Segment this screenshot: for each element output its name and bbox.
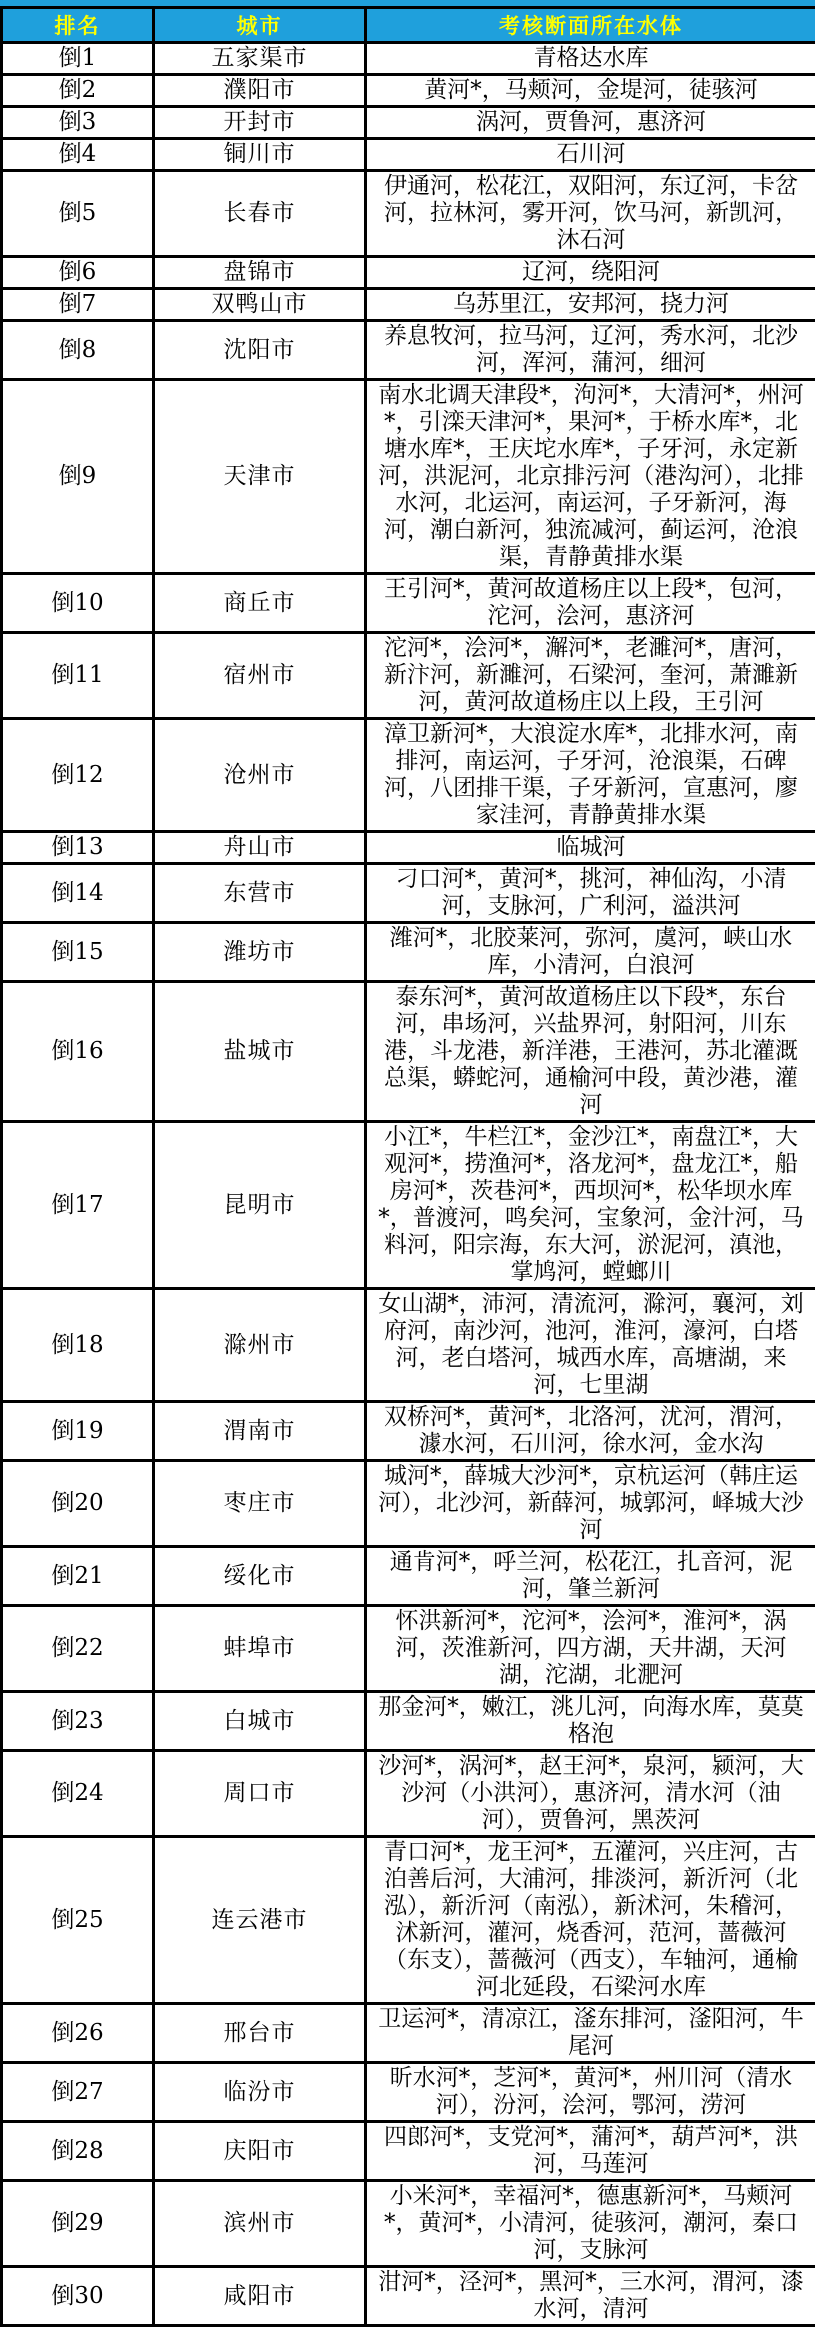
water-cell: 养息牧河，拉马河，辽河，秀水河，北沙河，浑河，蒲河，细河	[366, 321, 815, 380]
table-row	[2, 43, 815, 75]
water-cell: 怀洪新河*，沱河*，浍河*，淮河*，涡河，茨淮新河，四方湖，天井湖，天河湖，沱湖，北淝河	[366, 1606, 815, 1692]
city-cell: 沈阳市	[154, 321, 366, 380]
table-row	[2, 1289, 815, 1402]
rank-cell: 倒8	[2, 321, 154, 380]
table-row	[2, 982, 815, 1122]
rank-cell: 倒21	[2, 1547, 154, 1606]
rank-cell: 倒16	[2, 982, 154, 1122]
table-body	[2, 43, 815, 2326]
table-row	[2, 1837, 815, 2004]
rank-cell: 倒13	[2, 832, 154, 864]
table-row	[2, 289, 815, 321]
water-cell: 伊通河，松花江，双阳河，东辽河，卡岔河，拉林河，雾开河，饮马河，新凯河，沐石河	[366, 171, 815, 257]
water-cell: 临城河	[366, 832, 815, 864]
table-row	[2, 1606, 815, 1692]
rank-cell: 倒19	[2, 1402, 154, 1461]
water-cell: 南水北调天津段*，泃河*，大清河*，州河*，引滦天津河*，果河*，于桥水库*，北塘水库*，王庆坨水库*，子牙河，永定新河，洪泥河，北京排污河（港沟河），北排水河，北运河，南运河，子牙新河，海河，潮白新河，独流减河，蓟运河，沧浪渠，青静黄排水渠	[366, 380, 815, 574]
table-row	[2, 832, 815, 864]
city-cell: 周口市	[154, 1751, 366, 1837]
city-cell: 邢台市	[154, 2004, 366, 2063]
rank-cell: 倒6	[2, 257, 154, 289]
rank-cell: 倒14	[2, 864, 154, 923]
city-cell: 滨州市	[154, 2181, 366, 2267]
table-row	[2, 923, 815, 982]
rank-cell: 倒28	[2, 2122, 154, 2181]
rank-cell: 倒22	[2, 1606, 154, 1692]
rank-cell: 倒27	[2, 2063, 154, 2122]
rank-cell: 倒11	[2, 633, 154, 719]
city-cell: 滁州市	[154, 1289, 366, 1402]
city-cell: 长春市	[154, 171, 366, 257]
water-cell: 城河*，薛城大沙河*，京杭运河（韩庄运河），北沙河，新薛河，城郭河，峄城大沙河	[366, 1461, 815, 1547]
city-cell: 宿州市	[154, 633, 366, 719]
city-cell: 咸阳市	[154, 2267, 366, 2326]
table-row	[2, 1751, 815, 1837]
table-row	[2, 257, 815, 289]
city-cell: 濮阳市	[154, 75, 366, 107]
water-cell: 漳卫新河*，大浪淀水库*，北排水河，南排河，南运河，子牙河，沧浪渠，石碑河，八团排干渠，子牙新河，宣惠河，廖家洼河，青静黄排水渠	[366, 719, 815, 832]
city-water-ranking-table	[0, 6, 815, 2327]
water-cell: 涡河，贾鲁河，惠济河	[366, 107, 815, 139]
table-row	[2, 1402, 815, 1461]
table-header-row	[2, 8, 815, 43]
city-cell: 绥化市	[154, 1547, 366, 1606]
rank-cell: 倒23	[2, 1692, 154, 1751]
water-cell: 沙河*，涡河*，赵王河*，泉河，颍河，大沙河（小洪河），惠济河，清水河（油河），贾鲁河，黑茨河	[366, 1751, 815, 1837]
table-row	[2, 2004, 815, 2063]
water-cell: 泔河*，泾河*，黑河*，三水河，渭河，漆水河，清河	[366, 2267, 815, 2326]
rank-cell: 倒4	[2, 139, 154, 171]
city-cell: 蚌埠市	[154, 1606, 366, 1692]
city-cell: 盐城市	[154, 982, 366, 1122]
water-cell: 小江*，牛栏江*，金沙江*，南盘江*，大观河*，捞渔河*，洛龙河*，盘龙江*，船房河*，茨巷河*，西坝河*，松华坝水库*，普渡河，鸣矣河，宝象河，金汁河，马料河，阳宗海，东大河，淤泥河，滇池，掌鸠河，螳螂川	[366, 1122, 815, 1289]
rank-cell: 倒26	[2, 2004, 154, 2063]
table-row	[2, 1692, 815, 1751]
water-cell: 潍河*，北胶莱河，弥河，虞河，峡山水库，小清河，白浪河	[366, 923, 815, 982]
city-cell: 东营市	[154, 864, 366, 923]
water-cell: 双桥河*，黄河*，北洛河，沋河，渭河，澽水河，石川河，徐水河，金水沟	[366, 1402, 815, 1461]
city-cell: 天津市	[154, 380, 366, 574]
table-row	[2, 633, 815, 719]
city-cell: 盘锦市	[154, 257, 366, 289]
city-cell: 昆明市	[154, 1122, 366, 1289]
table-row	[2, 139, 815, 171]
water-cell: 四郎河*，支党河*，蒲河*，葫芦河*，洪河，马莲河	[366, 2122, 815, 2181]
water-cell: 小米河*，幸福河*，德惠新河*，马颊河*，黄河*，小清河，徒骇河，潮河，秦口河，支脉河	[366, 2181, 815, 2267]
header-rank: 排名	[2, 8, 154, 43]
header-city: 城市	[154, 8, 366, 43]
table-row	[2, 2063, 815, 2122]
water-cell: 黄河*，马颊河，金堤河，徒骇河	[366, 75, 815, 107]
table-row	[2, 1122, 815, 1289]
table-row	[2, 574, 815, 633]
water-cell: 青格达水库	[366, 43, 815, 75]
rank-cell: 倒5	[2, 171, 154, 257]
rank-cell: 倒7	[2, 289, 154, 321]
water-cell: 王引河*，黄河故道杨庄以上段*，包河，沱河，浍河，惠济河	[366, 574, 815, 633]
water-cell: 乌苏里江，安邦河，挠力河	[366, 289, 815, 321]
rank-cell: 倒29	[2, 2181, 154, 2267]
table-row	[2, 380, 815, 574]
table-row	[2, 2181, 815, 2267]
rank-cell: 倒1	[2, 43, 154, 75]
city-cell: 渭南市	[154, 1402, 366, 1461]
water-cell: 沱河*，浍河*，澥河*，老濉河*，唐河，新汴河，新濉河，石梁河，奎河，萧濉新河，黄河故道杨庄以上段，王引河	[366, 633, 815, 719]
rank-cell: 倒15	[2, 923, 154, 982]
table-row	[2, 1461, 815, 1547]
water-cell: 刁口河*，黄河*，挑河，神仙沟，小清河，支脉河，广利河，溢洪河	[366, 864, 815, 923]
water-cell: 辽河，绕阳河	[366, 257, 815, 289]
city-cell: 枣庄市	[154, 1461, 366, 1547]
water-cell: 卫运河*，清凉江，滏东排河，滏阳河，牛尾河	[366, 2004, 815, 2063]
city-cell: 庆阳市	[154, 2122, 366, 2181]
city-cell: 双鸭山市	[154, 289, 366, 321]
header-waters: 考核断面所在水体	[366, 8, 815, 43]
rank-cell: 倒10	[2, 574, 154, 633]
city-cell: 潍坊市	[154, 923, 366, 982]
rank-cell: 倒20	[2, 1461, 154, 1547]
water-cell: 女山湖*，沛河，清流河，滁河，襄河，刘府河，南沙河，池河，淮河，濠河，白塔河，老白塔河，城西水库，高塘湖，来河，七里湖	[366, 1289, 815, 1402]
city-cell: 连云港市	[154, 1837, 366, 2004]
rank-cell: 倒24	[2, 1751, 154, 1837]
table-row	[2, 2267, 815, 2326]
city-cell: 五家渠市	[154, 43, 366, 75]
table-row	[2, 171, 815, 257]
water-cell: 青口河*，龙王河*，五灌河，兴庄河，古泊善后河，大浦河，排淡河，新沂河（北泓），新沂河（南泓），新沭河，朱稽河，沭新河，灌河，烧香河，范河，蔷薇河（东支），蔷薇河（西支），车轴河，通榆河北延段，石梁河水库	[366, 1837, 815, 2004]
water-cell: 昕水河*，芝河*，黄河*，州川河（清水河），汾河，浍河，鄂河，涝河	[366, 2063, 815, 2122]
table-row	[2, 719, 815, 832]
table-row	[2, 321, 815, 380]
rank-cell: 倒25	[2, 1837, 154, 2004]
rank-cell: 倒30	[2, 2267, 154, 2326]
table-row	[2, 864, 815, 923]
city-cell: 开封市	[154, 107, 366, 139]
table-row	[2, 2122, 815, 2181]
rank-cell: 倒2	[2, 75, 154, 107]
water-cell: 通肯河*，呼兰河，松花江，扎音河，泥河，肇兰新河	[366, 1547, 815, 1606]
table-row	[2, 75, 815, 107]
table-row	[2, 1547, 815, 1606]
city-cell: 舟山市	[154, 832, 366, 864]
city-cell: 白城市	[154, 1692, 366, 1751]
water-cell: 泰东河*，黄河故道杨庄以下段*，东台河，串场河，兴盐界河，射阳河，川东港，斗龙港，新洋港，王港河，苏北灌溉总渠，蟒蛇河，通榆河中段，黄沙港，灌河	[366, 982, 815, 1122]
water-cell: 石川河	[366, 139, 815, 171]
city-cell: 沧州市	[154, 719, 366, 832]
table-row	[2, 107, 815, 139]
rank-cell: 倒17	[2, 1122, 154, 1289]
city-cell: 商丘市	[154, 574, 366, 633]
city-cell: 铜川市	[154, 139, 366, 171]
water-cell: 那金河*，嫩江，洮儿河，向海水库，莫莫格泡	[366, 1692, 815, 1751]
city-cell: 临汾市	[154, 2063, 366, 2122]
rank-cell: 倒3	[2, 107, 154, 139]
rank-cell: 倒18	[2, 1289, 154, 1402]
rank-cell: 倒12	[2, 719, 154, 832]
rank-cell: 倒9	[2, 380, 154, 574]
